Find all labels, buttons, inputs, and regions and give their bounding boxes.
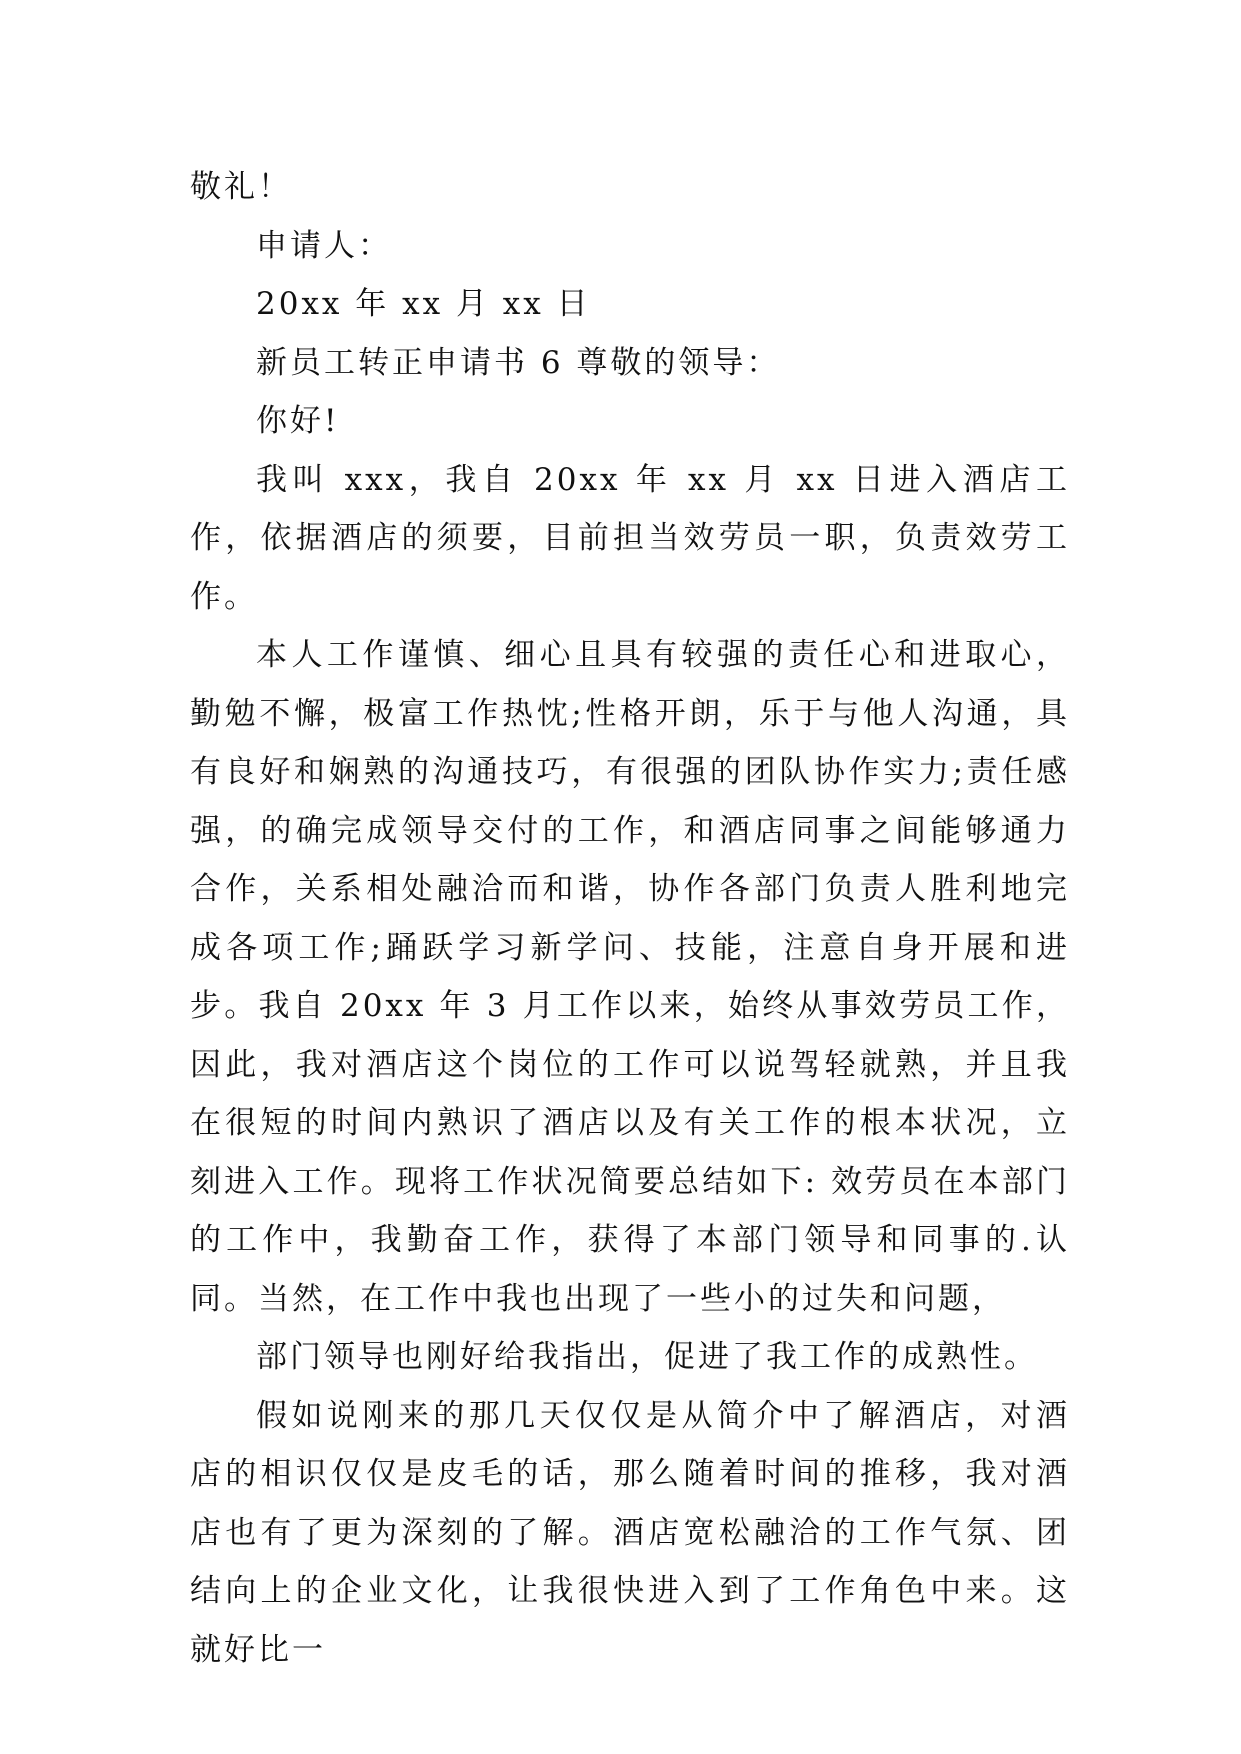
paragraph-understanding: 假如说刚来的那几天仅仅是从简介中了解酒店，对酒店的相识仅仅是皮毛的话，那么随着时间的推移，我对酒店也有了更为深刻的了解。酒店宽松融洽的工作气氛、团结向上的企业文化，让我很快进入到了工作角色中来。这就好比一 (190, 1397, 1070, 1668)
date-line: 20xx 年 xx 月 xx 日 (256, 286, 591, 322)
letter-heading: 新员工转正申请书 6 尊敬的领导： (256, 344, 781, 381)
paragraph-intro: 我叫 xxx，我自 20xx 年 xx 月 xx 日进入酒店工作，依据酒店的须要，目前担当效劳员一职，负责效劳工作。 (190, 461, 1070, 615)
document-body (190, 158, 1070, 1679)
closing-salute: 敬礼！ (190, 169, 292, 205)
applicant-label: 申请人： (256, 227, 392, 264)
paragraph-self-assessment: 本人工作谨慎、细心且具有较强的责任心和进取心，勤勉不懈，极富工作热忱;性格开朗，乐于与他人沟通，具有良好和娴熟的沟通技巧，有很强的团队协作实力;责任感强，的确完成领导交付的工作，和酒店同事之间能够通力合作，关系相处融洽而和谐，协作各部门负责人胜利地完成各项工作;踊跃学习新学问、技能，注意自身开展和进步。我自 20xx 年 3 月工作以来，始终从事效劳员工作，因此，我对酒店这个岗位的工作可以说驾轻就熟，并且我在很短的时间内熟识了酒店以及有关工作的根本状况，立刻进入工作。现将工作状况简要总结如下: 效劳员在本部门的工作中，我勤奋工作，获得了本部门领导和同事的.认同。当然，在工作中我也出现了一些小的过失和问题， (190, 637, 1070, 1317)
greeting: 你好! (256, 403, 340, 439)
paragraph-feedback: 部门领导也刚好给我指出，促进了我工作的成熟性。 (256, 1339, 1038, 1375)
